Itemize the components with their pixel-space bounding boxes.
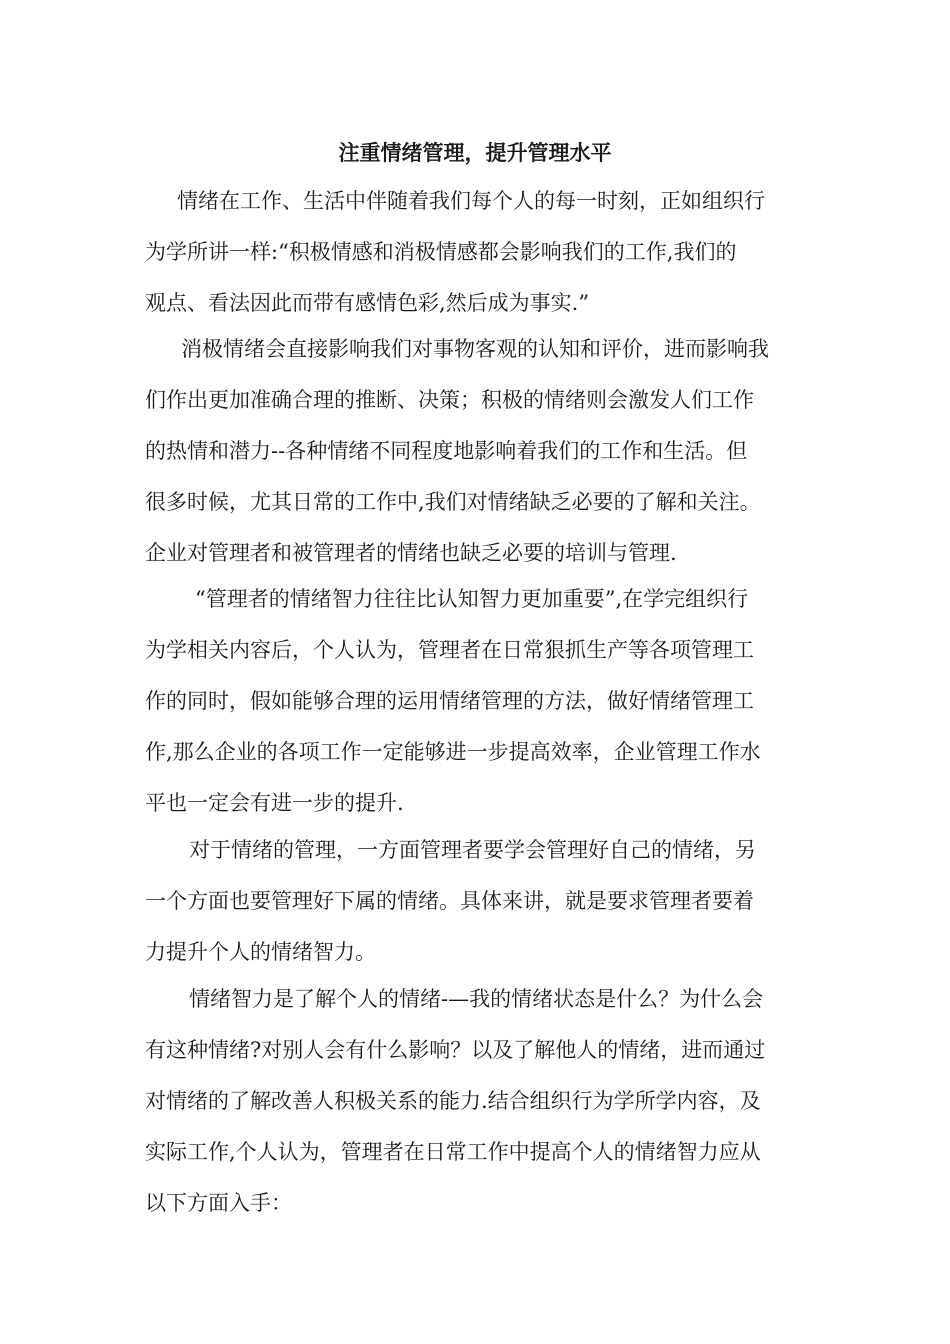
paragraph-line: 们作出更加准确合理的推断、决策；积极的情绪则会激发人们工作 — [145, 388, 754, 412]
paragraph-line: 力提升个人的情绪智力。 — [145, 940, 376, 964]
paragraph-line: 有这种情绪?对别人会有什么影响？以及了解他人的情绪，进而通过 — [145, 1038, 766, 1062]
document-title: 注重情绪管理，提升管理水平 — [338, 140, 612, 165]
paragraph-line: 作,那么企业的各项工作一定能够进一步提高效率，企业管理工作水 — [145, 740, 761, 764]
paragraph-line: 为学所讲一样:“积极情感和消极情感都会影响我们的工作,我们的 — [145, 240, 737, 264]
paragraph-3 — [145, 574, 810, 829]
paragraph-line: 情绪智力是了解个人的情绪-—我的情绪状态是什么？为什么会 — [189, 987, 764, 1011]
paragraph-line: 很多时候，尤其日常的工作中,我们对情绪缺乏必要的了解和关注。 — [145, 490, 761, 514]
paragraph-line: “管理者的情绪智力往往比认知智力更加重要”,在学完组织行 — [195, 587, 749, 611]
paragraph-line: 对情绪的了解改善人积极关系的能力.结合组织行为学所学内容，及 — [145, 1089, 761, 1113]
paragraph-line: 企业对管理者和被管理者的情绪也缺乏必要的培训与管理. — [145, 541, 677, 565]
paragraph-line: 实际工作,个人认为，管理者在日常工作中提高个人的情绪智力应从 — [145, 1140, 761, 1164]
paragraph-line: 以下方面入手： — [145, 1191, 292, 1215]
paragraph-5 — [145, 974, 810, 1229]
paragraph-line: 的热情和潜力--各种情绪不同程度地影响着我们的工作和生活。但 — [145, 439, 748, 463]
paragraph-line: 消极情绪会直接影响我们对事物客观的认知和评价，进而影响我 — [181, 337, 769, 361]
paragraph-line: 为学相关内容后，个人认为，管理者在日常狠抓生产等各项管理工 — [145, 638, 754, 662]
paragraph-line: 对于情绪的管理，一方面管理者要学会管理好自己的情绪，另 — [189, 838, 756, 862]
paragraph-2 — [145, 324, 810, 579]
paragraph-4 — [145, 825, 810, 978]
paragraph-line: 情绪在工作、生活中伴随着我们每个人的每一时刻，正如组织行 — [177, 189, 765, 213]
paragraph-line: 作的同时，假如能够合理的运用情绪管理的方法，做好情绪管理工 — [145, 689, 754, 713]
paragraph-line: 观点、看法因此而带有感情色彩,然后成为事实.” — [145, 291, 590, 315]
paragraph-line: 平也一定会有进一步的提升. — [145, 791, 404, 815]
paragraph-line: 一个方面也要管理好下属的情绪。具体来讲，就是要求管理者要着 — [145, 889, 754, 913]
paragraph-1 — [145, 176, 810, 329]
